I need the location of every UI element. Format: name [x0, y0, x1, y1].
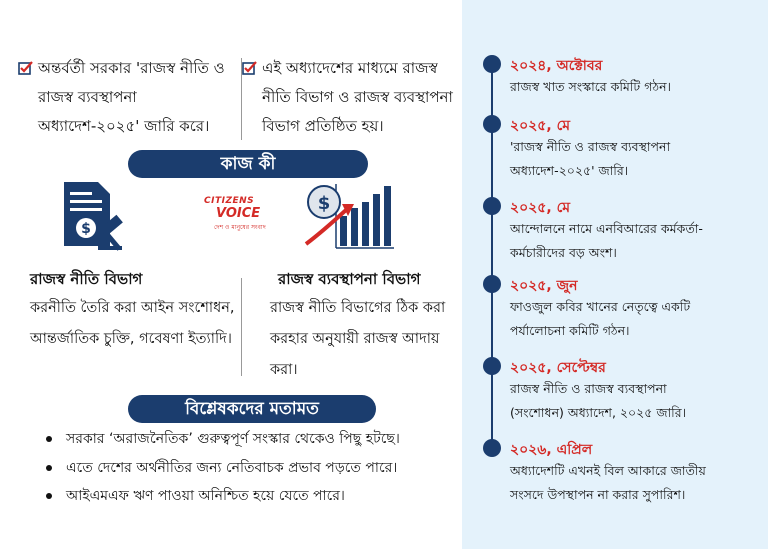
section-heading-analysts: বিশ্লেষকদের মতামত [128, 395, 376, 423]
timeline-date: ২০২৫, মে [510, 200, 571, 216]
list-item [44, 482, 400, 511]
logo-line-2: VOICE [216, 206, 261, 221]
timeline-date: ২০২৬, এপ্রিল [510, 442, 593, 458]
intro-statement-1 [18, 54, 230, 141]
list-item [44, 425, 400, 454]
timeline-dot [483, 55, 501, 73]
bullet-icon [46, 465, 52, 471]
analyst-point: আইএমএফ ঋণ পাওয়া অনিশ্চিত হয়ে যেতে পারে। [66, 488, 345, 504]
logo-line-1: CITIZENS [204, 196, 255, 206]
logo-line-3: দেশ ও মানুষের সংবাদ [214, 224, 266, 231]
svg-text:$: $ [317, 193, 331, 214]
bullet-icon [46, 493, 52, 499]
intro-statement-2 [242, 54, 460, 141]
timeline-dot [483, 275, 501, 293]
timeline-dot [483, 197, 501, 215]
timeline-date: ২০২৫, জুন [510, 278, 578, 294]
dept-title-revenue-management: রাজস্ব ব্যবস্থাপনা বিভাগ [278, 270, 421, 288]
timeline-date: ২০২৪, অক্টোবর [510, 58, 603, 74]
timeline-dot [483, 439, 501, 457]
svg-text:$: $ [81, 221, 91, 237]
bullet-icon [46, 436, 52, 442]
dept-desc-revenue-policy: করনীতি তৈরি করা আইন সংশোধন, আন্তর্জাতিক চুক্তি, গবেষণা ইত্যাদি। [30, 300, 235, 347]
timeline-dot [483, 357, 501, 375]
analyst-point: এতে দেশের অর্থনীতির জন্য নেতিবাচক প্রভাব পড়তে পারে। [66, 459, 398, 476]
divider [241, 278, 242, 376]
dept-desc-revenue-management: রাজস্ব নীতি বিভাগের ঠিক করা করহার অনুযায়ী রাজস্ব আদায় করা। [270, 300, 446, 378]
checkbox-icon [242, 60, 258, 76]
citizens-voice-logo [194, 194, 276, 230]
list-item [44, 454, 400, 483]
checkbox-icon [18, 60, 34, 76]
timeline-text: রাজস্ব খাত সংস্কারে কমিটি গঠন। [510, 79, 672, 94]
policy-document-gavel-icon [58, 180, 132, 254]
growth-chart-coin-icon [302, 182, 394, 252]
timeline-text: আন্দোলনে নামে এনবিআরের কর্মকর্তা-কর্মচারীদের বড় অংশ। [510, 221, 703, 260]
section-heading-functions: কাজ কী [128, 150, 368, 178]
dept-title-revenue-policy: রাজস্ব নীতি বিভাগ [30, 270, 143, 288]
timeline-text: ফাওজুল কবির খানের নেতৃত্বে একটি পর্যালোচনা কমিটি গঠন। [510, 299, 691, 338]
timeline-text: রাজস্ব নীতি ও রাজস্ব ব্যবস্থাপনা (সংশোধন) অধ্যাদেশ, ২০২৫ জারি। [510, 381, 687, 420]
intro-text-1: অন্তর্বর্তী সরকার 'রাজস্ব নীতি ও রাজস্ব ব্যবস্থাপনা অধ্যাদেশ-২০২৫' জারি করে। [38, 59, 225, 135]
analyst-points-list [44, 425, 400, 511]
timeline-dot [483, 115, 501, 133]
intro-text-2: এই অধ্যাদেশের মাধ্যমে রাজস্ব নীতি বিভাগ ও রাজস্ব ব্যবস্থাপনা বিভাগ প্রতিষ্ঠিত হয়। [262, 59, 453, 135]
timeline-date: ২০২৫, মে [510, 118, 571, 134]
analyst-point: সরকার ‘অরাজনৈতিক’ গুরুত্বপূর্ণ সংস্কার থেকেও পিছু হটছে। [66, 431, 400, 447]
timeline-text: অধ্যাদেশটি এখনই বিল আকারে জাতীয় সংসদে উপস্থাপন না করার সুপারিশ। [510, 463, 706, 502]
timeline-date: ২০২৫, সেপ্টেম্বর [510, 360, 606, 376]
timeline-text: 'রাজস্ব নীতি ও রাজস্ব ব্যবস্থাপনা অধ্যাদেশ-২০২৫' জারি। [510, 139, 671, 178]
